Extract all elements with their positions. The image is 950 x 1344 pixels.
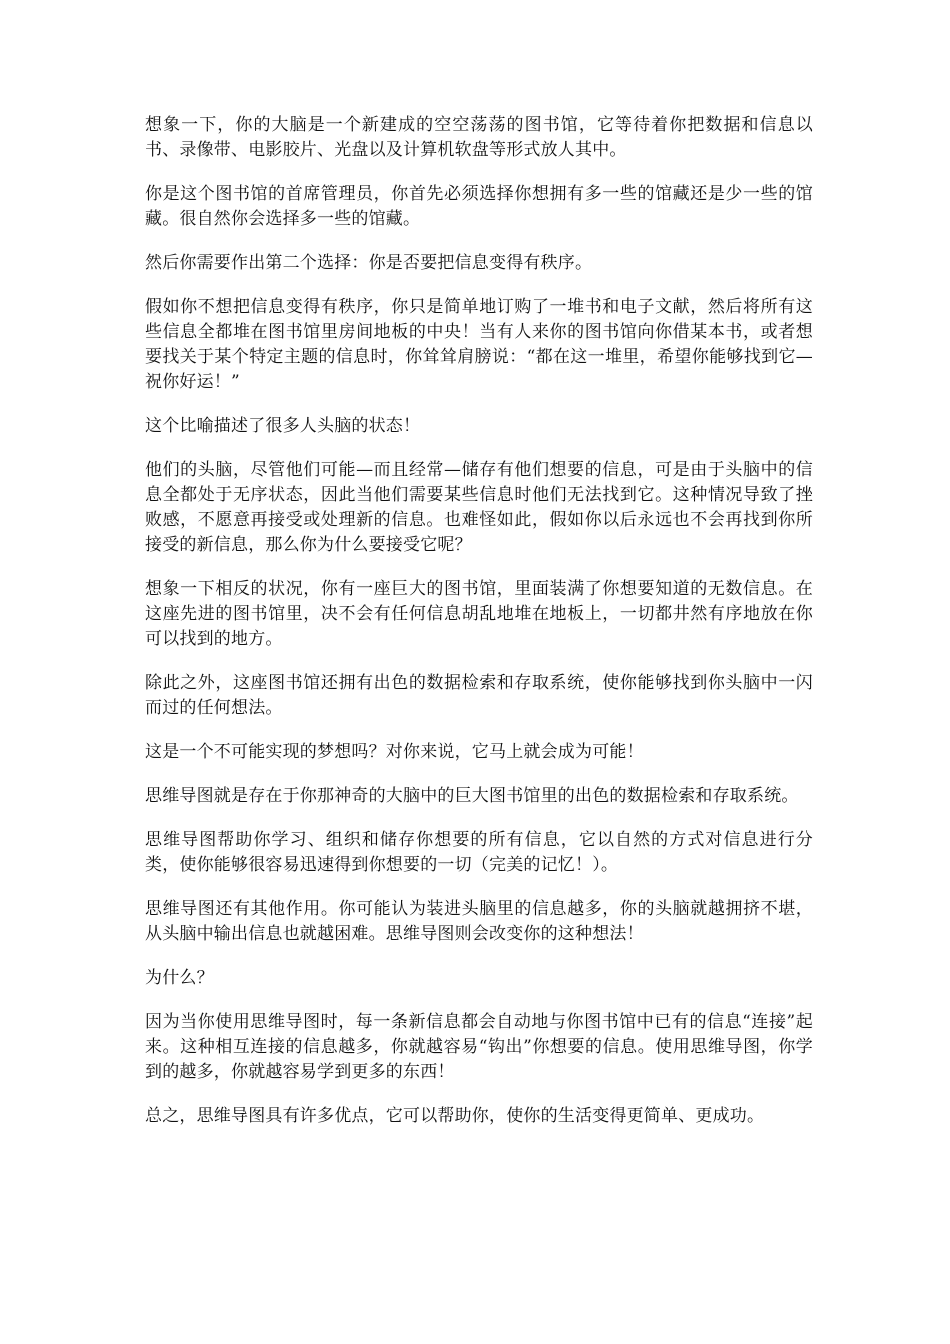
paragraph-9: 这是一个不可能实现的梦想吗？对你来说，它马上就会成为可能！	[145, 742, 644, 762]
paragraph-1: 想象一下，你的大脑是一个新建成的空空荡荡的图书馆，它等待着你把数据和信息以书、录像带、电影胶片、光盘以及计算机软盘等形式放人其中。	[145, 115, 813, 160]
paragraph-13: 为什么？	[145, 968, 214, 988]
document-body	[145, 113, 813, 1148]
paragraph-2: 你是这个图书馆的首席管理员，你首先必须选择你想拥有多一些的馆藏还是少一些的馆藏。很自然你会选择多一些的馆藏。	[145, 184, 813, 229]
paragraph-7: 想象一下相反的状况，你有一座巨大的图书馆，里面装满了你想要知道的无数信息。在这座先进的图书馆里，决不会有任何信息胡乱地堆在地板上，一切都井然有序地放在你可以找到的地方。	[145, 579, 813, 649]
paragraph-8: 除此之外，这座图书馆还拥有出色的数据检索和存取系统，使你能够找到你头脑中一闪而过的任何想法。	[145, 673, 813, 718]
paragraph-14: 因为当你使用思维导图时，每一条新信息都会自动地与你图书馆中已有的信息“连接”起来。这种相互连接的信息越多，你就越容易“钩出”你想要的信息。使用思维导图，你学到的越多，你就越容易学到更多的东西！	[145, 1012, 813, 1082]
paragraph-11: 思维导图帮助你学习、组织和储存你想要的所有信息，它以自然的方式对信息进行分类，使你能够很容易迅速得到你想要的一切（完美的记忆！）。	[145, 830, 813, 875]
paragraph-10: 思维导图就是存在于你那神奇的大脑中的巨大图书馆里的出色的数据检索和存取系统。	[145, 786, 799, 806]
paragraph-3: 然后你需要作出第二个选择：你是否要把信息变得有秩序。	[145, 253, 593, 273]
paragraph-12: 思维导图还有其他作用。你可能认为装进头脑里的信息越多，你的头脑就越拥挤不堪，从头脑中输出信息也就越困难。思维导图则会改变你的这种想法！	[145, 899, 813, 944]
paragraph-4: 假如你不想把信息变得有秩序，你只是简单地订购了一堆书和电子文献，然后将所有这些信息全都堆在图书馆里房间地板的中央！当有人来你的图书馆向你借某本书，或者想要找关于某个特定主题的信息时，你耸耸肩膀说：“都在这一堆里，希望你能够找到它—祝你好运！”	[145, 297, 813, 392]
paragraph-5: 这个比喻描述了很多人头脑的状态！	[145, 416, 421, 436]
paragraph-15: 总之，思维导图具有许多优点，它可以帮助你，使你的生活变得更简单、更成功。	[145, 1106, 765, 1126]
paragraph-6: 他们的头脑，尽管他们可能—而且经常—储存有他们想要的信息，可是由于头脑中的信息全都处于无序状态，因此当他们需要某些信息时他们无法找到它。这种情况导致了挫败感，不愿意再接受或处理新的信息。也难怪如此，假如你以后永远也不会再找到你所接受的新信息，那么你为什么要接受它呢？	[145, 460, 813, 555]
